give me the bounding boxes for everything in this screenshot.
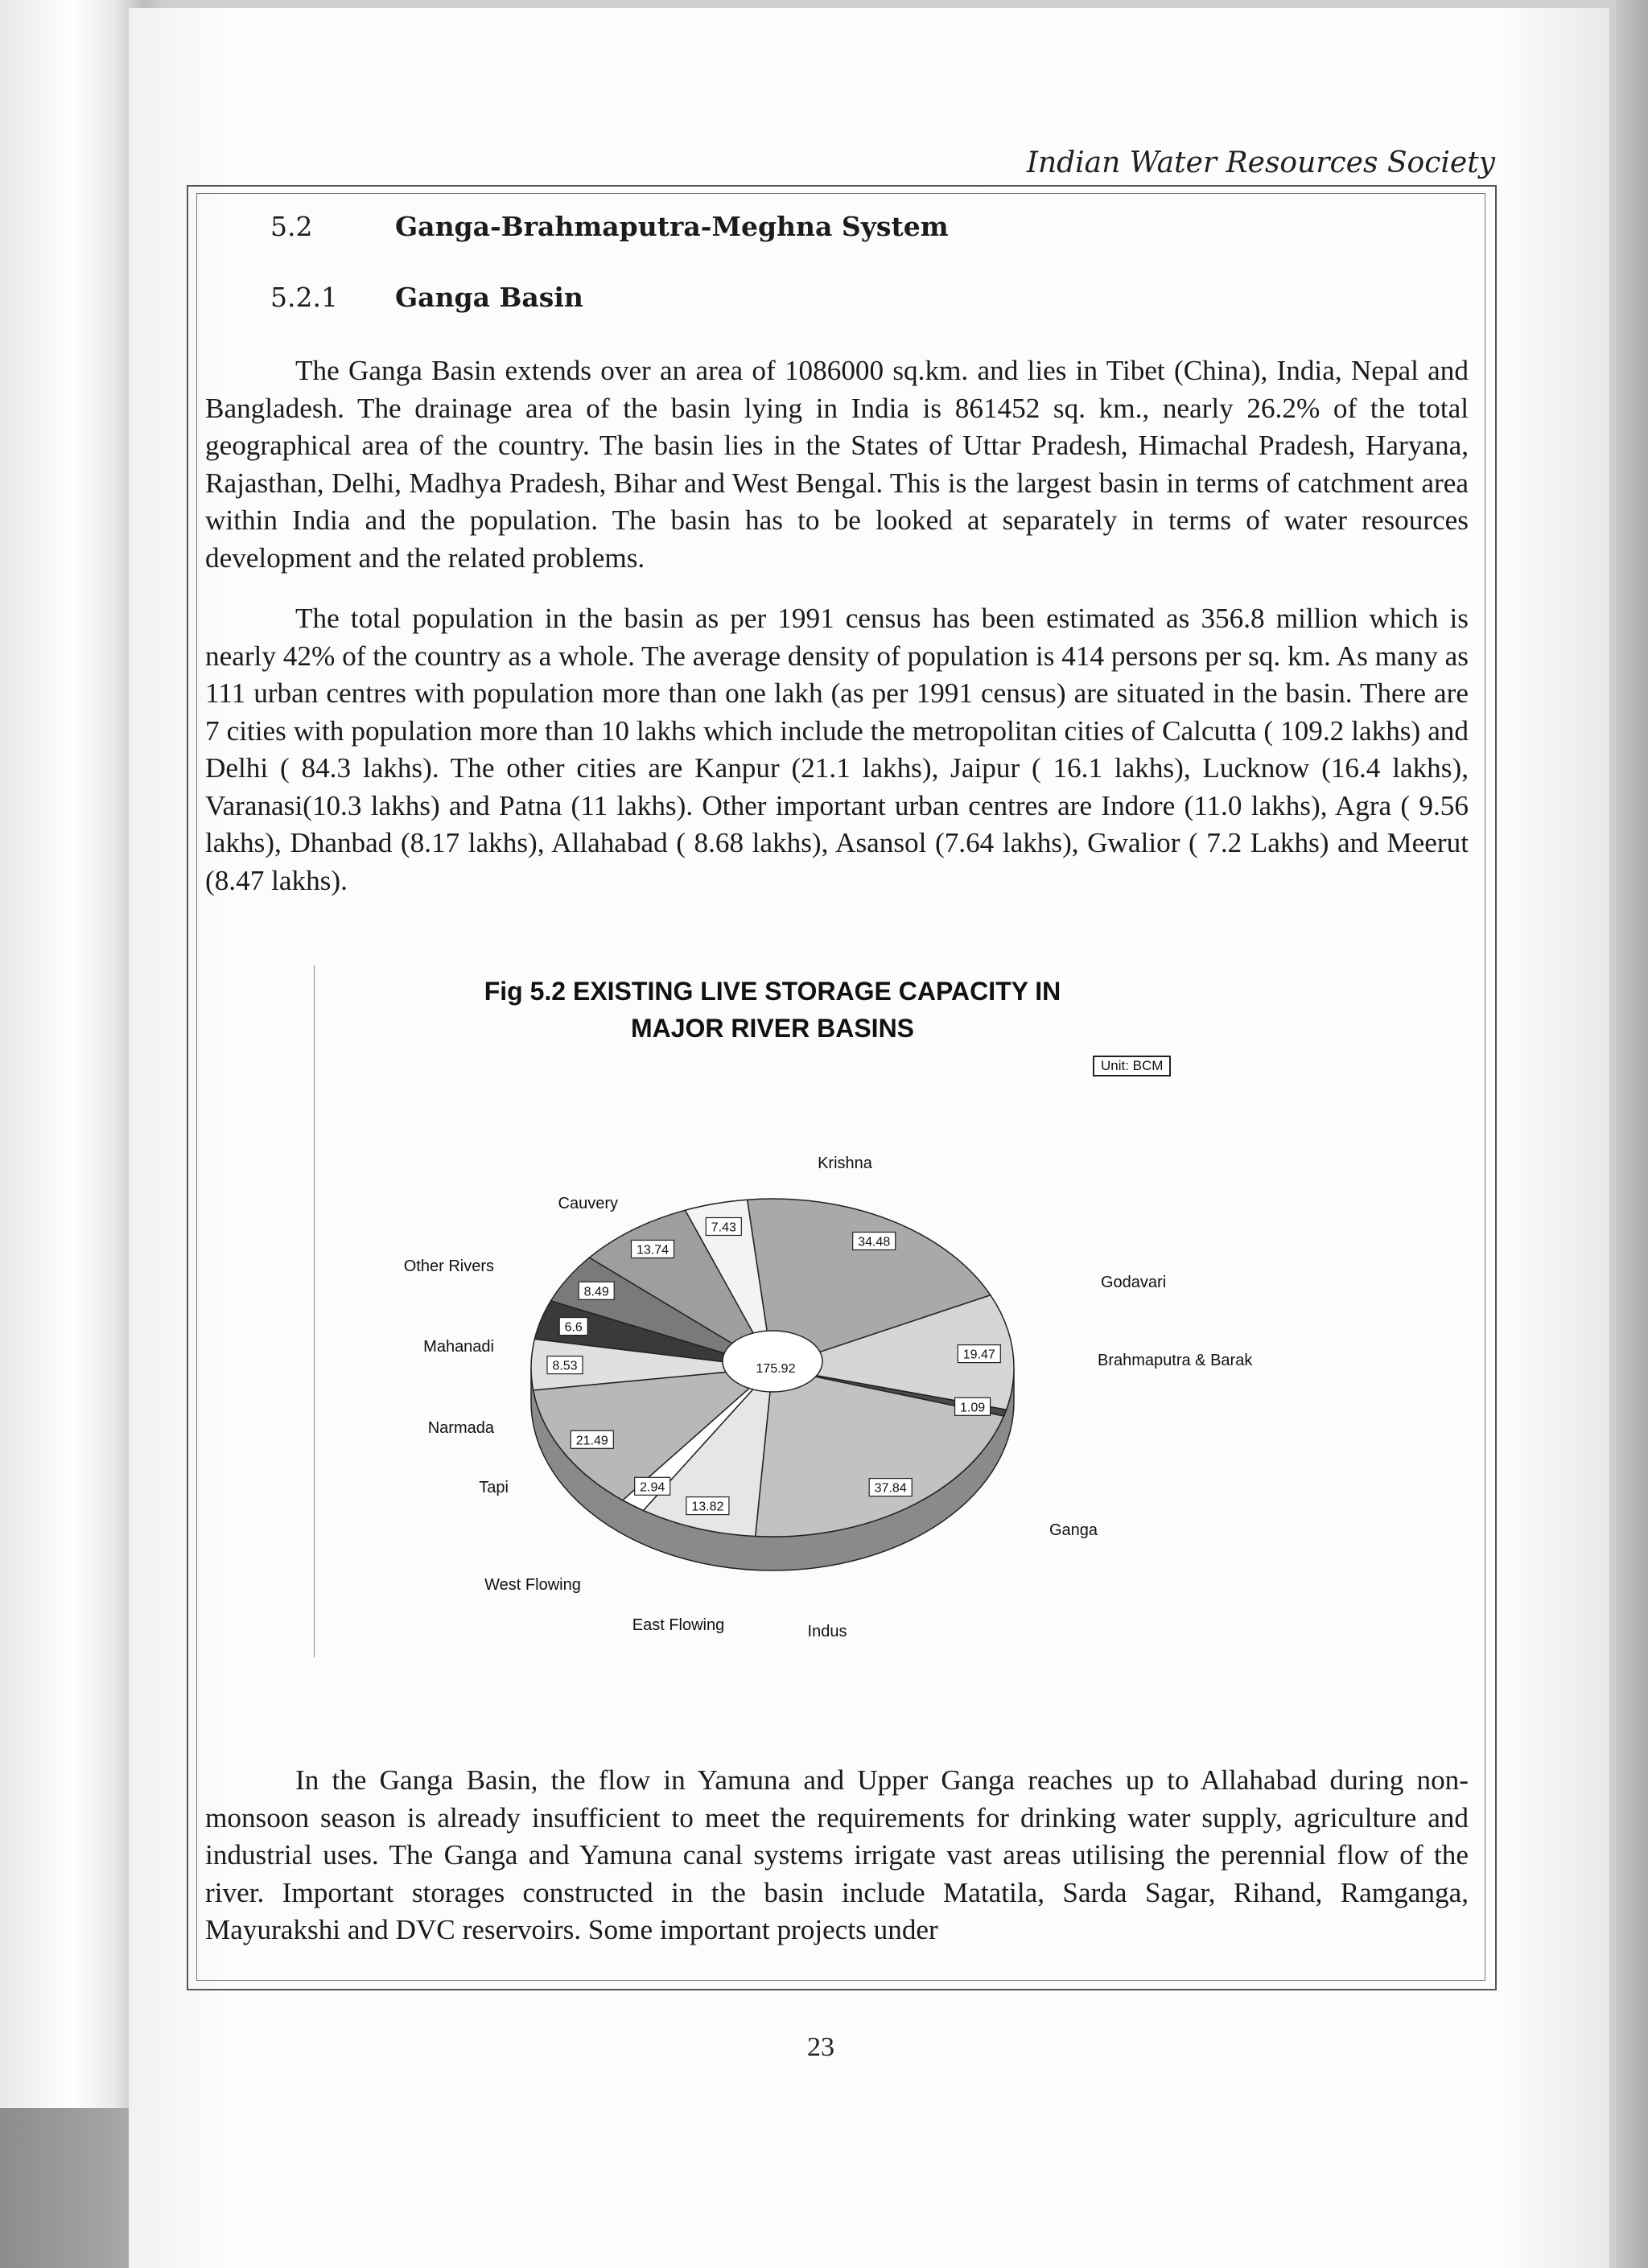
pie-center <box>723 1331 822 1392</box>
figure-title-line-2: MAJOR RIVER BASINS <box>630 1014 915 1043</box>
page-number: 23 <box>807 2032 834 2062</box>
pie-value-mahanadi: 8.49 <box>583 1285 609 1299</box>
pie-center-disc <box>723 1331 822 1392</box>
pie-value-tapi: 8.53 <box>552 1359 578 1373</box>
running-header: Indian Water Resources Society <box>1026 146 1495 179</box>
pie-label-narmada: Narmada <box>427 1419 494 1437</box>
pie-label-east-flowing: East Flowing <box>632 1616 725 1634</box>
pie-label-indus: Indus <box>807 1623 847 1640</box>
pie-value-cauvery: 7.43 <box>711 1220 736 1235</box>
section-number: 5.2.1 <box>270 282 338 313</box>
pie-value-narmada: 6.6 <box>564 1320 583 1335</box>
pie-value-ganga: 37.84 <box>874 1481 907 1496</box>
pie-label-ganga: Ganga <box>1049 1521 1098 1539</box>
pie-value-godavari: 19.47 <box>962 1348 995 1362</box>
pie-label-west-flowing: West Flowing <box>484 1576 581 1594</box>
pie-value-west-flowing: 21.49 <box>575 1434 608 1448</box>
pie-value-east-flowing: 2.94 <box>640 1480 665 1495</box>
pie-label-godavari: Godavari <box>1101 1274 1167 1291</box>
section-title: Ganga-Brahmaputra-Meghna System <box>395 211 949 242</box>
section-number: 5.2 <box>270 211 313 242</box>
paragraph-ganga-flow <box>205 1762 1469 1949</box>
pie-value-brahmaputra-barak: 1.09 <box>960 1401 986 1415</box>
pie-label-brahmaputra-barak: Brahmaputra & Barak <box>1098 1352 1253 1369</box>
pie-label-mahanadi: Mahanadi <box>423 1338 494 1356</box>
pie-value-indus: 13.82 <box>691 1500 724 1514</box>
paragraph-text: In the Ganga Basin, the flow in Yamuna and Upper Ganga reaches up to Allahabad during non-monsoon season is already insufficient to meet the requirements for drinking water supply, agriculture and industrial uses. The Ganga and Yamuna canal systems irrigate vast areas utilising the perennial flow of the river. Important storages constructed in the basin include Matatila, Sarda Sagar, Rihand, Ramganga, Mayurakshi and DVC reservoirs. Some important projects under <box>205 1764 1469 1945</box>
pie-label-other-rivers: Other Rivers <box>403 1257 494 1275</box>
pie-label-cauvery: Cauvery <box>558 1195 618 1212</box>
pie-total-label: 175.92 <box>756 1362 796 1376</box>
pie-label-krishna: Krishna <box>818 1155 872 1172</box>
paragraph-text: The total population in the basin as per 1991 census has been estimated as 356.8 million which is nearly 42% of the country as a whole. The average density of population is 414 persons per sq. km. As many as 111 urban centres with population more than one lakh (as per 1991 census) are situated in the basin. There are 7 cities with population more than 10 lakhs which include the metropolitan cities of Calcutta ( 109.2 lakhs) and Delhi ( 84.3 lakhs). The other cities are Kanpur (21.1 lakhs), Jaipur ( 16.1 lakhs), Lucknow (16.4 lakhs), Varanasi(10.3 lakhs) and Patna (11 lakhs). Other important urban centres are Indore (11.0 lakhs), Agra ( 9.56 lakhs), Dhanbad (8.17 lakhs), Allahabad ( 8.68 lakhs), Asansol (7.64 lakhs), Gwalior ( 7.2 Lakhs) and Meerut (8.47 lakhs). <box>205 603 1469 896</box>
paragraph-text: The Ganga Basin extends over an area of 1086000 sq.km. and lies in Tibet (China), India, Nepal and Bangladesh. The drainage area of the basin lying in India is 861452 sq. km., nearly 26.2% of the total geographical area of the country. The basin lies in the States of Uttar Pradesh, Himachal Pradesh, Haryana, Rajasthan, Delhi, Madhya Pradesh, Bihar and West Bengal. This is the largest basin in terms of catchment area within India and the population. The basin has to be looked at separately in terms of water resources development and the related problems. <box>205 355 1469 574</box>
pie-value-other-rivers: 13.74 <box>636 1243 670 1257</box>
pie-label-tapi: Tapi <box>479 1479 509 1496</box>
figure-title-line-1: Fig 5.2 EXISTING LIVE STORAGE CAPACITY IN <box>484 977 1061 1006</box>
figure-unit-box: Unit: BCM <box>1093 1056 1171 1076</box>
section-title: Ganga Basin <box>395 282 583 313</box>
pie-value-krishna: 34.48 <box>858 1235 891 1249</box>
